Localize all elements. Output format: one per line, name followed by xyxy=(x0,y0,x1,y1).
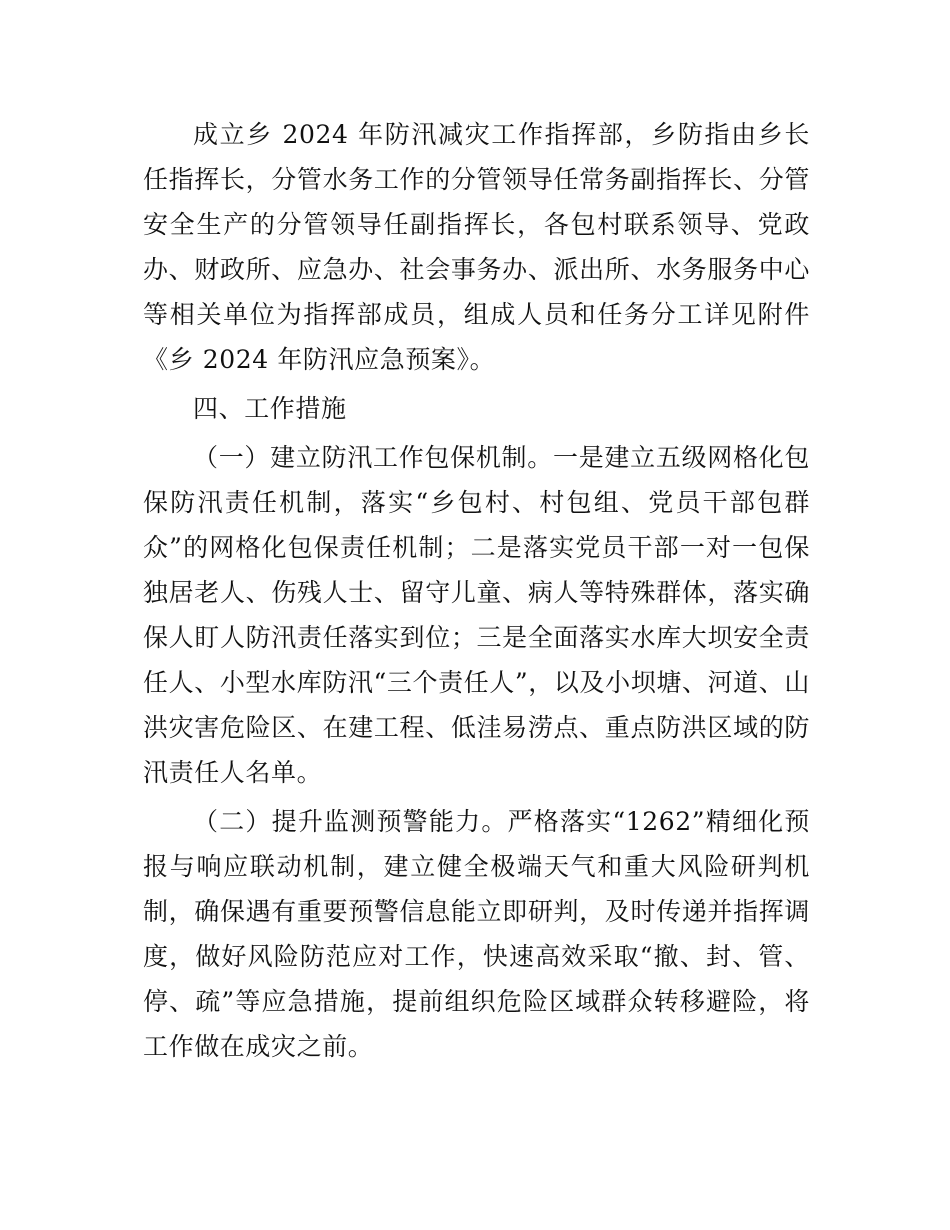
section-heading-work-measures: 四、工作措施 xyxy=(193,394,347,423)
paragraph-monitoring-warning: （二）提升监测预警能力。严格落实“1262”精细化预报与响应联动机制，建立健全极端天气和重大风险研判机制，确保遇有重要预警信息能立即研判，及时传递并指挥调度，做好风险防范应对工作，快速高效采取“撤、封、管、停、疏”等应急措施，提前组织危险区域群众转移避险，将工作做在成灾之前。 xyxy=(143,807,810,1061)
paragraph-command-structure: 成立乡 2024 年防汛减灾工作指挥部，乡防指由乡长任指挥长，分管水务工作的分管领导任常务副指挥长、分管安全生产的分管领导任副指挥长，各包村联系领导、党政办、财政所、应急办、社会事务办、派出所、水务服务中心等相关单位为指挥部成员，组成人员和任务分工详见附件《乡 2024 年防汛应急预案》。 xyxy=(143,120,810,374)
document-body xyxy=(143,112,810,1069)
paragraph-responsibility-mechanism: （一）建立防汛工作包保机制。一是建立五级网格化包保防汛责任机制，落实“乡包村、村包组、党员干部包群众”的网格化包保责任机制；二是落实党员干部一对一包保独居老人、伤残人士、留守儿童、病人等特殊群体，落实确保人盯人防汛责任落实到位；三是全面落实水库大坝安全责任人、小型水库防汛“三个责任人”，以及小坝塘、河道、山洪灾害危险区、在建工程、低洼易涝点、重点防洪区域的防汛责任人名单。 xyxy=(143,443,810,787)
